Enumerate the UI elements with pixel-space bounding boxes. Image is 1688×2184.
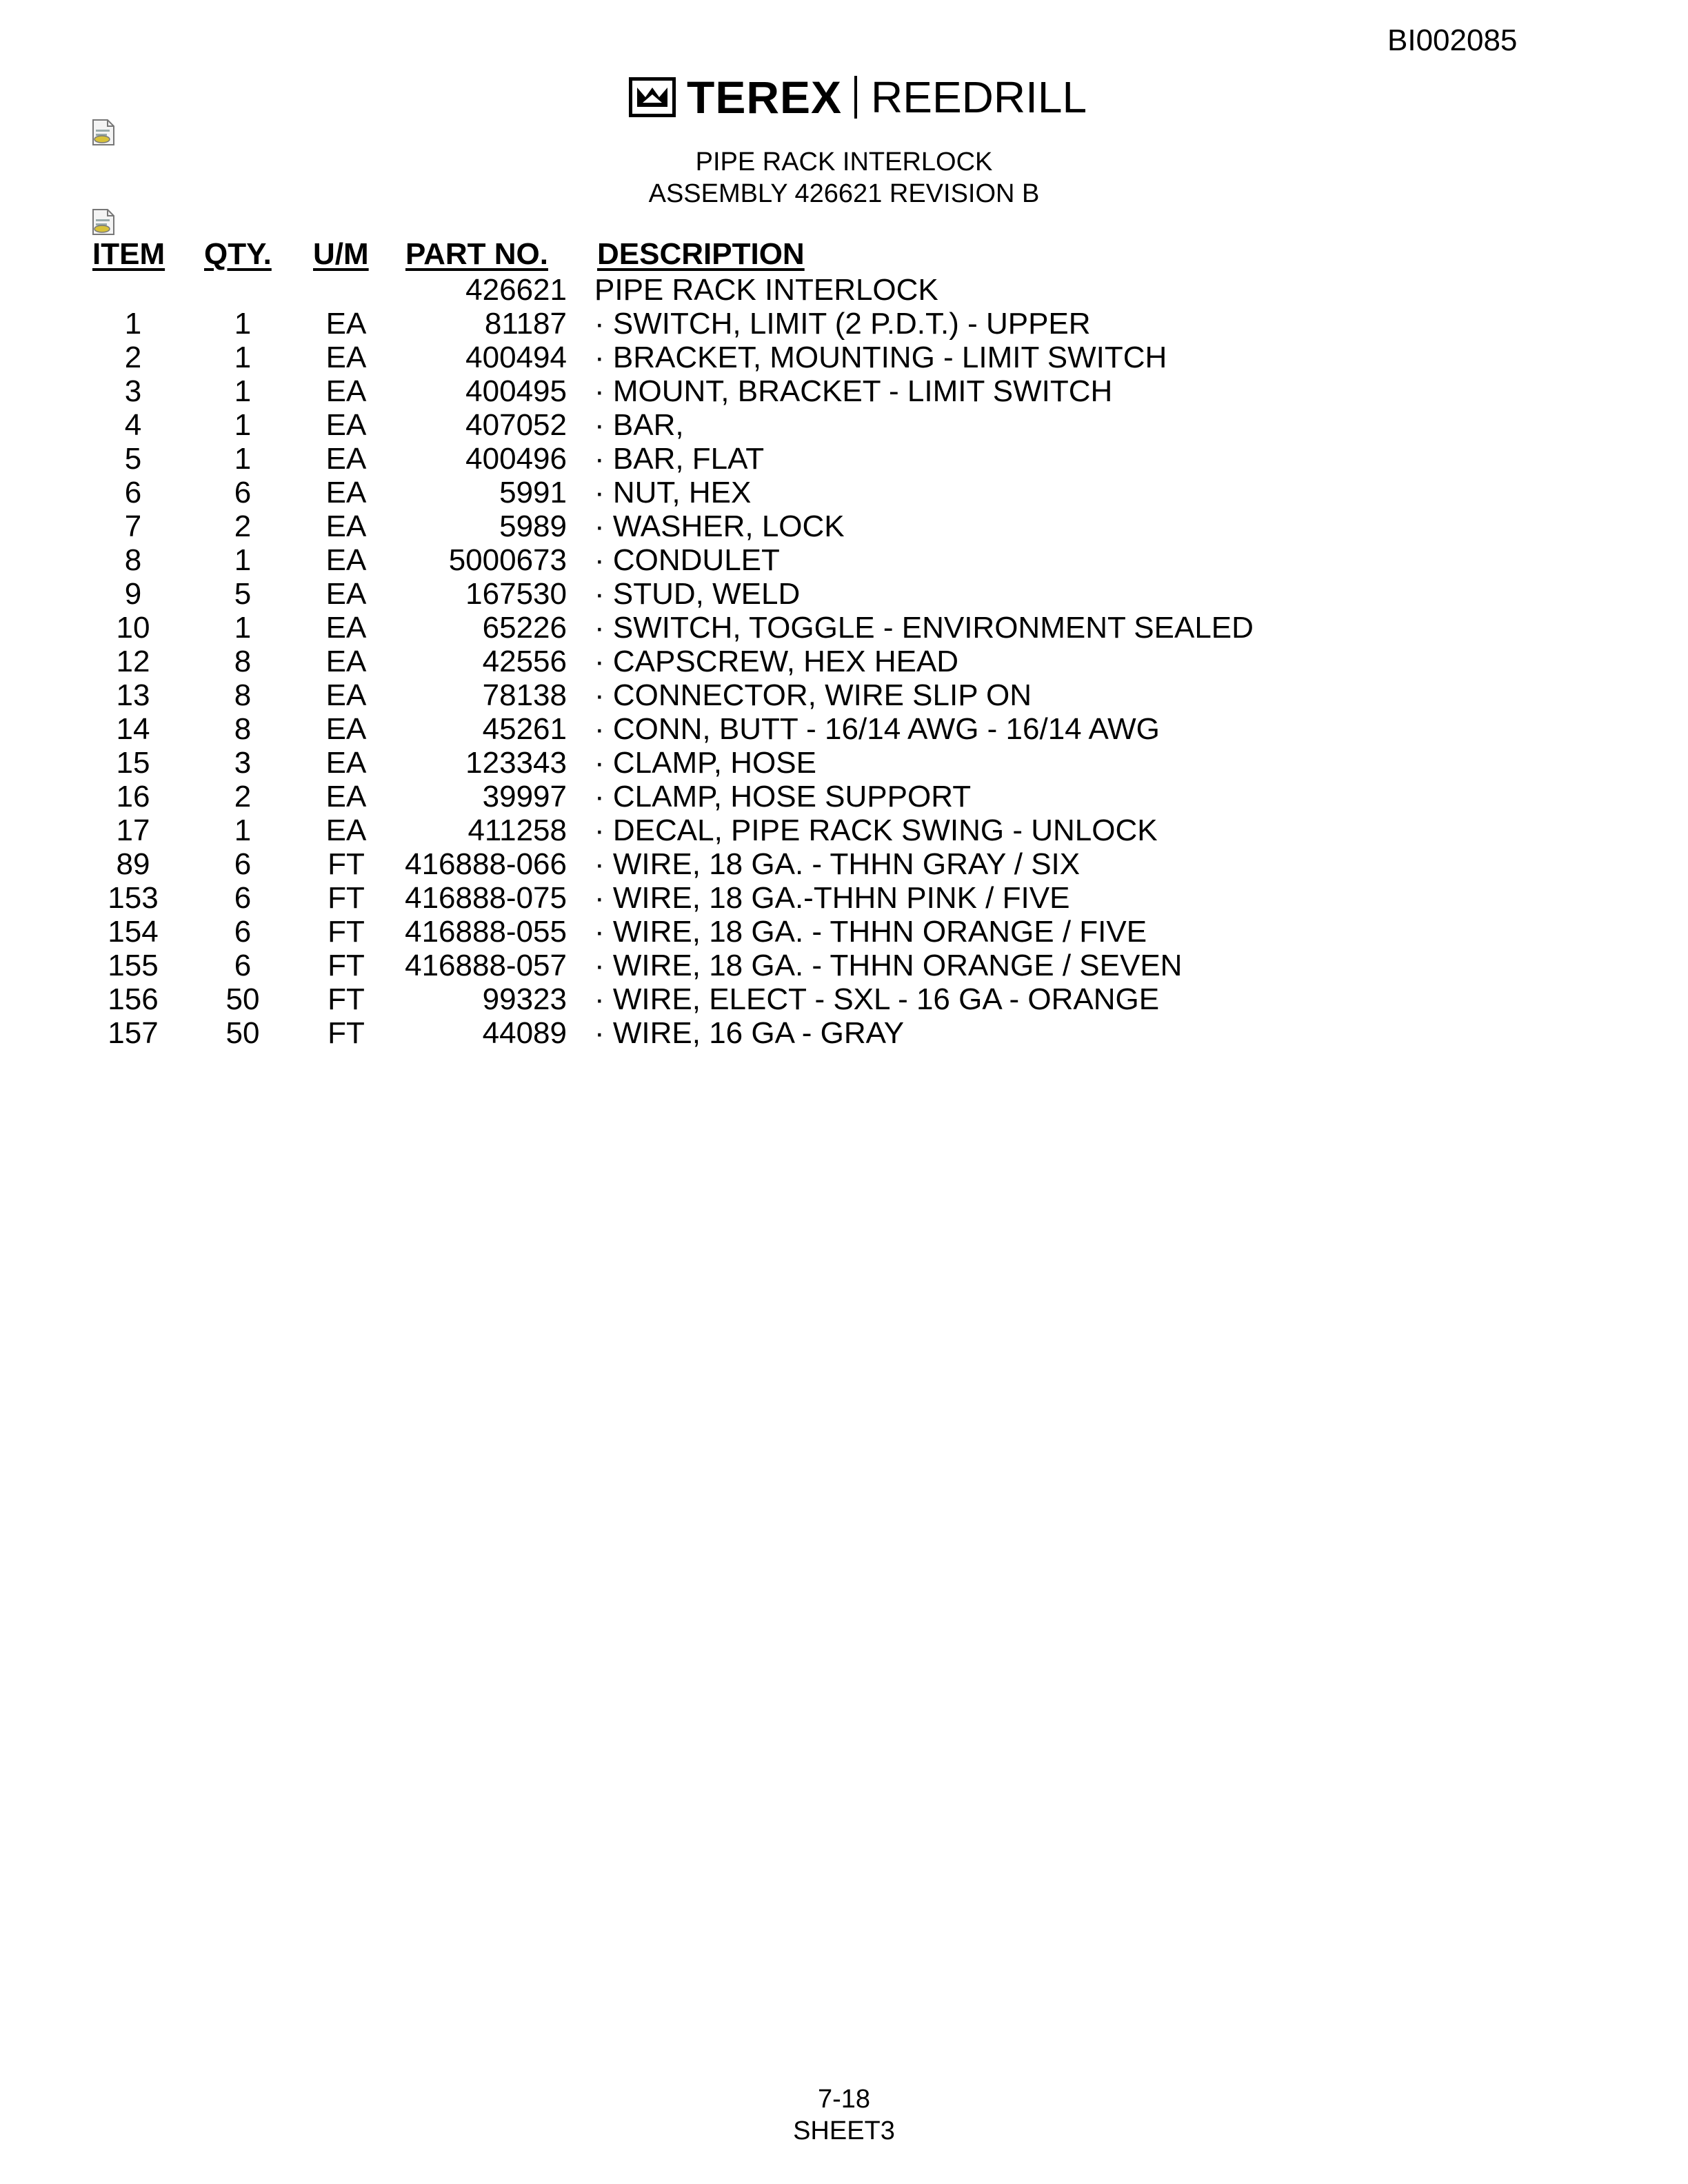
part-number: 416888-055 [405, 915, 567, 949]
unit-of-measure: EA [325, 509, 367, 543]
quantity: 1 [234, 611, 252, 645]
part-number: 400494 [465, 341, 567, 374]
unit-of-measure: EA [325, 476, 367, 509]
quantity: 1 [234, 408, 252, 442]
part-number: 99323 [482, 982, 567, 1016]
sheet-label: SHEET3 [793, 2116, 895, 2145]
item-number: 153 [108, 881, 159, 915]
description: · CONN, BUTT - 16/14 AWG - 16/14 AWG [594, 712, 1160, 746]
unit-of-measure: EA [325, 408, 367, 442]
description: · WIRE, 18 GA. - THHN ORANGE / SEVEN [594, 949, 1183, 982]
quantity: 8 [234, 712, 252, 746]
unit-of-measure: EA [325, 611, 367, 645]
quantity: 1 [234, 543, 252, 577]
quantity: 2 [234, 780, 252, 813]
logo-divider [854, 76, 857, 119]
page-number: 7-18 [817, 2085, 871, 2114]
header-part-no: PART NO. [405, 237, 548, 271]
item-number: 13 [116, 678, 150, 712]
unit-of-measure: FT [328, 847, 365, 881]
unit-of-measure: FT [328, 982, 365, 1016]
unit-of-measure: EA [325, 678, 367, 712]
unit-of-measure: EA [325, 645, 367, 678]
description: · MOUNT, BRACKET - LIMIT SWITCH [594, 374, 1113, 408]
item-number: 14 [116, 712, 150, 746]
table-row [0, 476, 1688, 510]
description: · WIRE, 18 GA. - THHN GRAY / SIX [594, 847, 1081, 881]
unit-of-measure: FT [328, 1016, 365, 1050]
terex-crown-icon [629, 77, 676, 117]
item-number: 154 [108, 915, 159, 949]
table-row [0, 543, 1688, 578]
part-number: 416888-057 [405, 949, 567, 982]
table-row [0, 273, 1688, 307]
part-number: 400495 [465, 374, 567, 408]
quantity: 2 [234, 509, 252, 543]
table-row [0, 678, 1688, 713]
item-number: 17 [116, 813, 150, 847]
description: · DECAL, PIPE RACK SWING - UNLOCK [594, 813, 1158, 847]
quantity: 1 [234, 374, 252, 408]
header-um: U/M [313, 237, 369, 271]
quantity: 8 [234, 645, 252, 678]
logo-subbrand: REEDRILL [871, 72, 1087, 122]
description: · CONNECTOR, WIRE SLIP ON [594, 678, 1032, 712]
terex-reedrill-logo [629, 72, 1087, 123]
table-row [0, 307, 1688, 341]
item-number: 3 [124, 374, 142, 408]
quantity: 6 [234, 949, 252, 982]
description: · NUT, HEX [594, 476, 752, 509]
part-number: 45261 [482, 712, 567, 746]
assembly-title: PIPE RACK INTERLOCK [695, 148, 993, 176]
item-number: 10 [116, 611, 150, 645]
header-qty: QTY. [204, 237, 272, 271]
part-number: 407052 [465, 408, 567, 442]
quantity: 8 [234, 678, 252, 712]
quantity: 50 [225, 1016, 260, 1050]
quantity: 1 [234, 341, 252, 374]
description: · SWITCH, TOGGLE - ENVIRONMENT SEALED [594, 611, 1254, 645]
description: · BAR, FLAT [594, 442, 765, 476]
item-number: 12 [116, 645, 150, 678]
quantity: 5 [234, 577, 252, 611]
part-number: 78138 [482, 678, 567, 712]
item-number: 1 [124, 307, 142, 341]
part-number: 5000673 [448, 543, 567, 577]
part-number: 5989 [499, 509, 567, 543]
description: · STUD, WELD [594, 577, 801, 611]
part-number: 123343 [465, 746, 567, 780]
unit-of-measure: FT [328, 881, 365, 915]
description: · BRACKET, MOUNTING - LIMIT SWITCH [594, 341, 1167, 374]
header-description: DESCRIPTION [597, 237, 805, 271]
part-number: 416888-066 [405, 847, 567, 881]
part-number: 65226 [482, 611, 567, 645]
table-row [0, 341, 1688, 375]
description: · WIRE, 18 GA. - THHN ORANGE / FIVE [594, 915, 1147, 949]
part-number: 42556 [482, 645, 567, 678]
table-row [0, 442, 1688, 476]
quantity: 50 [225, 982, 260, 1016]
description: · CAPSCREW, HEX HEAD [594, 645, 959, 678]
quantity: 3 [234, 746, 252, 780]
quantity: 6 [234, 847, 252, 881]
attachment-doc-icon[interactable] [91, 119, 116, 146]
quantity: 1 [234, 307, 252, 341]
table-row [0, 408, 1688, 443]
table-row [0, 645, 1688, 679]
part-number: 81187 [484, 307, 567, 341]
table-row [0, 847, 1688, 882]
table-row [0, 949, 1688, 983]
unit-of-measure: EA [325, 341, 367, 374]
item-number: 9 [124, 577, 142, 611]
quantity: 6 [234, 476, 252, 509]
table-row [0, 712, 1688, 747]
item-number: 16 [116, 780, 150, 813]
part-number: 167530 [465, 577, 567, 611]
unit-of-measure: EA [325, 712, 367, 746]
quantity: 6 [234, 881, 252, 915]
table-row [0, 1016, 1688, 1051]
table-row [0, 374, 1688, 409]
item-number: 15 [116, 746, 150, 780]
table-row [0, 915, 1688, 949]
quantity: 1 [234, 442, 252, 476]
item-number: 89 [116, 847, 150, 881]
description: · WASHER, LOCK [594, 509, 845, 543]
table-row [0, 780, 1688, 814]
table-row [0, 746, 1688, 780]
unit-of-measure: FT [328, 949, 365, 982]
part-number: 411258 [468, 813, 567, 847]
table-row [0, 982, 1688, 1017]
unit-of-measure: EA [325, 780, 367, 813]
item-number: 5 [124, 442, 142, 476]
unit-of-measure: EA [325, 577, 367, 611]
description: · WIRE, 18 GA.-THHN PINK / FIVE [594, 881, 1070, 915]
item-number: 6 [124, 476, 142, 509]
unit-of-measure: FT [328, 915, 365, 949]
table-row [0, 611, 1688, 645]
description: · WIRE, ELECT - SXL - 16 GA - ORANGE [594, 982, 1160, 1016]
header-item: ITEM [92, 237, 165, 271]
part-number: 39997 [482, 780, 567, 813]
part-number: 416888-075 [405, 881, 567, 915]
table-row [0, 577, 1688, 611]
description: · CONDULET [594, 543, 780, 577]
unit-of-measure: EA [325, 813, 367, 847]
unit-of-measure: EA [325, 307, 367, 341]
part-number: 400496 [465, 442, 567, 476]
document-id: BI002085 [1387, 23, 1518, 57]
description: · CLAMP, HOSE [594, 746, 816, 780]
quantity: 1 [234, 813, 252, 847]
item-number: 155 [108, 949, 159, 982]
part-number: 426621 [465, 273, 567, 307]
table-header [0, 237, 1688, 272]
description: · BAR, [594, 408, 684, 442]
logo-brand: TEREX [687, 72, 843, 123]
item-number: 7 [124, 509, 142, 543]
table-row [0, 813, 1688, 848]
description: · CLAMP, HOSE SUPPORT [594, 780, 972, 813]
item-number: 8 [124, 543, 142, 577]
unit-of-measure: EA [325, 442, 367, 476]
description: · SWITCH, LIMIT (2 P.D.T.) - UPPER [594, 307, 1091, 341]
table-row [0, 509, 1688, 544]
description: · WIRE, 16 GA - GRAY [594, 1016, 905, 1050]
item-number: 4 [124, 408, 142, 442]
unit-of-measure: EA [325, 374, 367, 408]
attachment-doc-icon[interactable] [91, 208, 116, 236]
item-number: 156 [108, 982, 159, 1016]
table-row [0, 881, 1688, 916]
description: PIPE RACK INTERLOCK [594, 273, 938, 307]
quantity: 6 [234, 915, 252, 949]
unit-of-measure: EA [325, 746, 367, 780]
part-number: 5991 [499, 476, 567, 509]
unit-of-measure: EA [325, 543, 367, 577]
assembly-subtitle: ASSEMBLY 426621 REVISION B [648, 179, 1040, 208]
part-number: 44089 [482, 1016, 567, 1050]
item-number: 157 [108, 1016, 159, 1050]
item-number: 2 [124, 341, 142, 374]
